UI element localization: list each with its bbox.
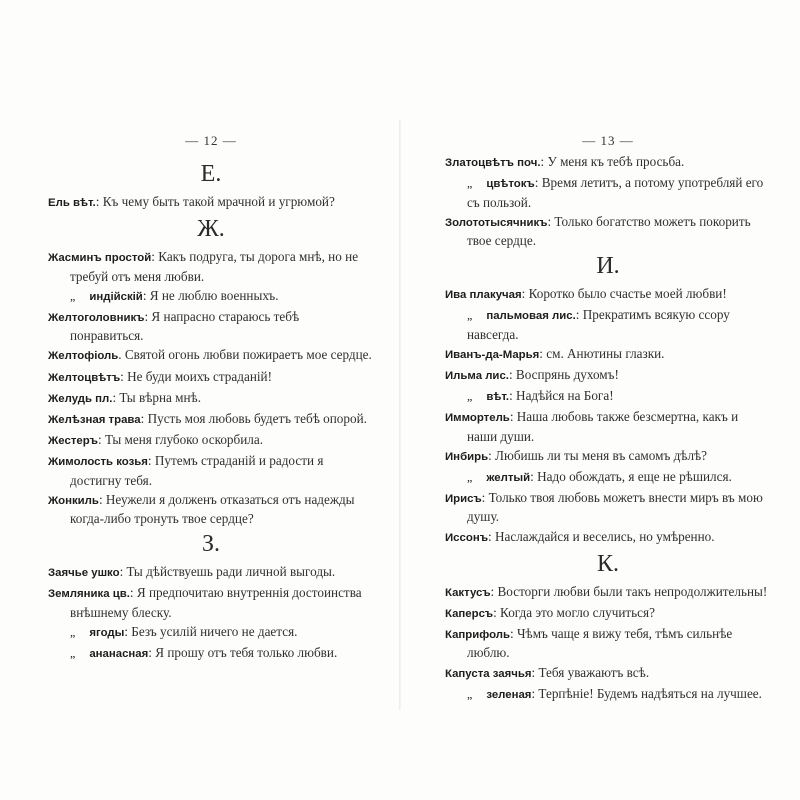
entry-meaning: : Любишь ли ты меня въ самомъ дѣлѣ? [488,447,708,463]
entry-meaning: : Пусть моя любовь будетъ тебѣ опорой. [140,411,367,427]
plant-name: Ива плакучая [445,289,522,302]
ditto-mark: „ [467,686,473,701]
dictionary-entry [445,345,771,364]
plant-name: Желѣзная трава [48,414,141,427]
dictionary-entry [445,153,771,172]
entry-meaning: : Неужели я долженъ отказаться отъ надежды когда-либо тронуть твое сердце? [70,491,355,527]
plant-name: Жестеръ [48,435,98,448]
plant-name: зеленая [486,688,532,701]
section-letter: Ж. [197,216,225,243]
entry-meaning: . Святой огонь любви пожираетъ мое сердце. [118,347,372,363]
plant-name: пальмовая лис. [486,310,576,323]
dictionary-entry [48,491,374,527]
section-letter: И. [596,253,620,280]
plant-name: Иссонъ [445,531,488,544]
dictionary-entry [445,447,771,466]
plant-name: Ель вѣт. [48,197,96,210]
plant-name: Золототысячникъ [445,216,548,229]
entry-meaning: : Я не люблю военныхъ. [142,287,279,303]
entry-meaning: : Прекратимъ всякую ссору навсегда. [467,307,730,342]
right-page [445,132,771,706]
plant-name: Земляника цв. [48,588,130,601]
dictionary-subentry [467,468,771,487]
plant-name: вѣт. [486,391,510,404]
dictionary-entry [48,368,374,387]
plant-name: Желтоголовникъ [48,312,145,325]
entry-meaning: : Ты вѣрна мнѣ. [112,389,202,405]
dictionary-entry [445,366,771,385]
entry-meaning: : Какъ подруга, ты дорога мнѣ, но не требуй отъ меня любви. [70,249,359,284]
dictionary-entry [445,528,771,547]
plant-name: Капуста заячья [445,667,532,680]
plant-name: Каприфоль [445,629,510,642]
dictionary-entry [445,489,771,525]
dictionary-entry [48,248,374,284]
left-page [48,132,374,665]
plant-name: Жасминъ простой [48,252,152,265]
entry-meaning: : Коротко было счастье моей любви! [521,286,727,302]
ditto-mark: „ [467,470,473,485]
plant-name: Желтофіоль [48,350,119,363]
entry-meaning: : Время летитъ, а потому употребляй его съ пользой. [467,175,764,210]
dictionary-entry [48,452,374,488]
entry-meaning: : Ты дѣйствуешь ради личной выгоды. [119,564,336,580]
entry-meaning: : Путемъ страданій и радости я достигну тебя. [70,453,324,488]
page-gutter [399,120,401,710]
entry-meaning: : Надѣйся на Бога! [509,388,614,404]
plant-name: Ильма лис. [445,370,509,383]
dictionary-subentry [467,685,771,704]
dictionary-subentry [467,387,771,406]
section-letter: Е. [200,161,222,188]
plant-name: Каперсъ [445,608,494,621]
dictionary-entry [48,389,374,408]
entry-meaning: : Надо обождать, я еще не рѣшился. [530,469,732,485]
entry-meaning: : Терпѣніе! Будемъ надѣяться на лучшее. [531,685,762,701]
plant-name: ягоды [89,626,125,639]
dictionary-entry [445,604,771,623]
entry-meaning: : Безъ усилій ничего не дается. [124,623,298,639]
dictionary-subentry [467,306,771,342]
dictionary-subentry [70,623,374,642]
dictionary-entry [48,346,374,365]
entry-meaning: : Когда это могло случиться? [493,605,655,621]
entry-meaning: : Тебя уважаютъ всѣ. [531,664,650,680]
entry-meaning: : Я прошу отъ тебя только любви. [148,645,338,661]
entry-meaning: : Наша любовь также безсмертна, какъ и наши души. [467,409,739,444]
plant-name: Желудь пл. [48,392,113,405]
plant-name: Жимолость козья [48,456,148,469]
dictionary-entry [48,193,374,212]
dictionary-entry [445,408,771,444]
ditto-mark: „ [467,389,473,404]
plant-name: Иванъ-да-Марья [445,348,540,361]
section-letter: К. [596,550,619,577]
entry-meaning: : см. Анютины глазки. [539,345,665,361]
entry-meaning: : Воспрянь духомъ! [508,367,619,383]
entry-meaning: : Наслаждайся и веселись, но умѣренно. [488,528,715,544]
plant-name: Желтоцвѣтъ [48,371,121,384]
dictionary-entry [48,308,374,344]
dictionary-subentry [467,174,771,210]
plant-name: желтый [486,472,531,485]
entry-meaning: : Я напрасно стараюсь тебѣ понравиться. [70,309,300,344]
entry-meaning: : Чѣмъ чаще я вижу тебя, тѣмъ сильнѣе люблю. [467,626,733,661]
ditto-mark: „ [70,288,76,303]
dictionary-entry [445,664,771,683]
plant-name: Жонкиль [48,494,99,507]
entry-meaning: : Восторги любви были такъ непродолжительны! [490,583,768,599]
dictionary-entry [48,410,374,429]
page-number: — 13 — [582,133,634,148]
section-letter: З. [201,531,221,558]
ditto-mark: „ [70,646,76,661]
plant-name: Иммортель [445,412,510,425]
entry-meaning: : Только богатство можетъ покорить твое сердце. [467,213,751,249]
plant-name: ананасная [89,648,149,661]
dictionary-entry [48,563,374,582]
entry-meaning: : Ты меня глубоко оскорбила. [98,432,264,448]
dictionary-entry [48,584,374,620]
plant-name: Ирисъ [445,493,482,506]
dictionary-subentry [70,644,374,663]
page-number: — 12 — [185,133,237,148]
plant-name: Заячье ушко [48,567,120,580]
dictionary-entry [445,583,771,602]
entry-meaning: : Не буди моихъ страданій! [120,368,272,384]
entry-meaning: : У меня къ тебѣ просьба. [540,154,685,170]
plant-name: цвѣтокъ [486,178,535,191]
entry-meaning: : Я предпочитаю внутреннія достоинства внѣшнему блеску. [70,585,362,620]
plant-name: Инбирь [445,450,489,463]
ditto-mark: „ [467,308,473,323]
dictionary-subentry [70,287,374,306]
ditto-mark: „ [70,624,76,639]
dictionary-entry [445,625,771,661]
plant-name: индійскій [89,290,143,303]
ditto-mark: „ [467,176,473,191]
dictionary-entry [445,285,771,304]
dictionary-entry [48,431,374,450]
dictionary-entry [445,213,771,249]
plant-name: Златоцвѣтъ поч. [445,157,541,170]
entry-meaning: : Къ чему быть такой мрачной и угрюмой? [95,194,335,210]
entry-meaning: : Только твоя любовь можетъ внести миръ въ мою душу. [467,490,763,525]
plant-name: Кактусъ [445,586,491,599]
